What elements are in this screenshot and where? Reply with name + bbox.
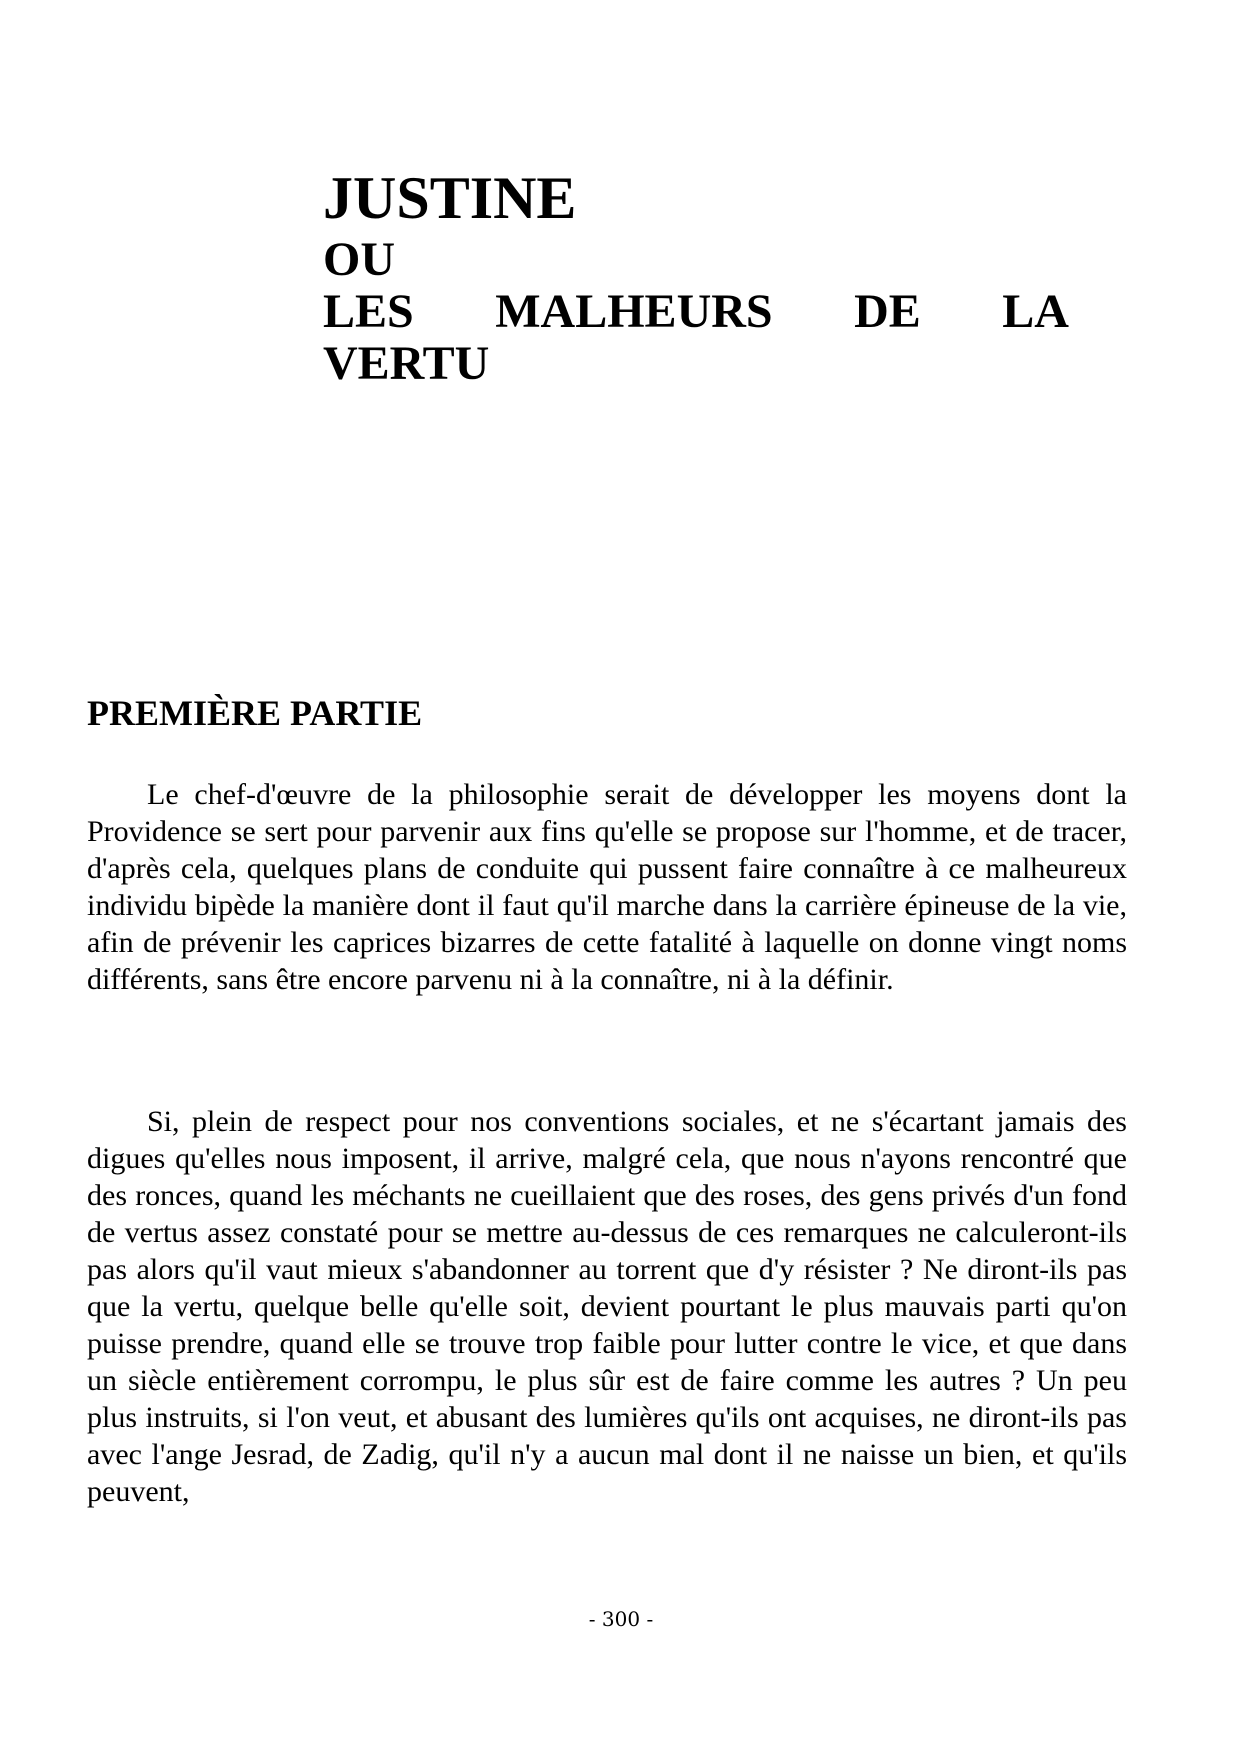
paragraph: Le chef-d'œuvre de la philosophie serait de développer les moyens dont la Providence se sert pour parvenir aux fins qu'elle se propose sur l'homme, et de tracer, d'après cela, quelques plans de conduite qui pussent faire connaître à ce malheureux individu bipède la manière dont il faut qu'il marche dans la carrière épineuse de la vie, afin de prévenir les caprices bizarres de cette fatalité à laquelle on donne vingt noms différents, sans être encore parvenu ni à la connaître, ni à la définir.	[87, 778, 1127, 996]
title-word: LES	[323, 285, 414, 338]
title-subtitle-end: VERTU	[323, 337, 490, 390]
title-word: DE	[854, 285, 921, 338]
title-subtitle-line	[323, 286, 1069, 338]
title-word: LA	[1002, 285, 1069, 338]
book-title	[323, 162, 1069, 390]
page-number: - 300 -	[588, 1607, 654, 1631]
part-heading: PREMIÈRE PARTIE	[87, 693, 423, 733]
title-conjunction: OU	[323, 233, 395, 286]
paragraph: Si, plein de respect pour nos conventions sociales, et ne s'écartant jamais des digues qu'elles nous imposent, il arrive, malgré cela, que nous n'ayons rencontré que des ronces, quand les méchants ne cueillaient que des roses, des gens privés d'un fond de vertus assez constaté pour se mettre au-dessus de ces remarques ne calculeront-ils pas alors qu'il vaut mieux s'abandonner au torrent que d'y résister ? Ne diront-ils pas que la vertu, quelque belle qu'elle soit, devient pourtant le plus mauvais parti qu'on puisse prendre, quand elle se trouve trop faible pour lutter contre le vice, et que dans un siècle entièrement corrompu, le plus sûr est de faire comme les autres ? Un peu plus instruits, si l'on veut, et abusant des lumières qu'ils ont acquises, ne diront-ils pas avec l'ange Jesrad, de Zadig, qu'il n'y a aucun mal dont il ne naisse un bien, et qu'ils peuvent,	[87, 1105, 1127, 1508]
title-word: MALHEURS	[495, 285, 773, 338]
title-main: JUSTINE	[323, 165, 577, 231]
